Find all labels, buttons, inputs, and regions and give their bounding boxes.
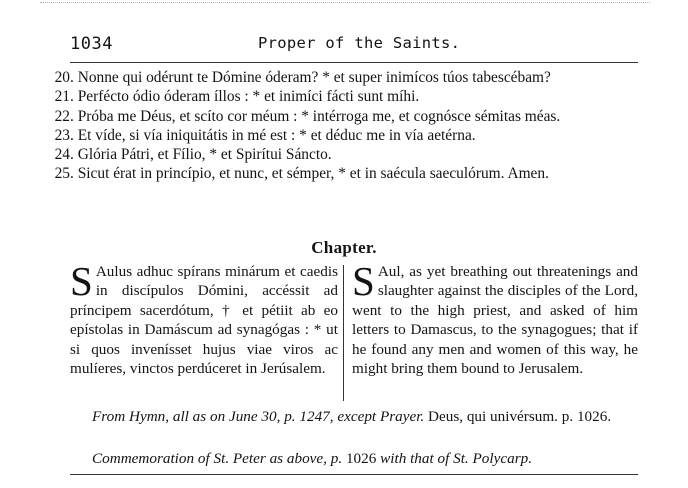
verse-number: 22.	[54, 107, 74, 125]
commemoration-lead: Commemoration of St. Peter as above, p.	[92, 450, 343, 467]
verse-text: Glória Pátri, et Fílio, * et Spirítui Sáncto.	[77, 146, 332, 164]
psalm-verse	[54, 68, 636, 87]
hymn-rubric-lead: From Hymn, all as on June 30, p. 1247, except Prayer.	[92, 408, 425, 425]
verse-number: 20.	[54, 69, 74, 86]
top-edge-dots	[40, 2, 650, 3]
verse-number: 25.	[54, 165, 74, 183]
psalm-verse	[54, 164, 636, 183]
english-dropcap: S	[352, 258, 375, 304]
running-title: Proper of the Saints.	[258, 34, 461, 52]
verse-number: 23.	[54, 126, 74, 144]
verse-text: Perfécto ódio óderam íllos : * et inimíci fácti sunt míhi.	[77, 88, 420, 106]
verse-number: 21.	[54, 88, 74, 106]
psalm-verse	[54, 107, 636, 126]
hymn-rubric-rest: Deus, qui univérsum. p. 1026.	[428, 408, 612, 425]
header-rule	[70, 62, 638, 63]
commemoration-rubric	[70, 449, 640, 468]
latin-text: Aulus adhuc spírans minárum et caedis in discípulos Dómini, accéssit ad príncipem sacerdótum, † et pétiit ab eo epístolas in Damáscum ad synagógas : * ut si quos invenísset hujus viae viros ac mulíeres, vinctos perdúceret in Jerúsalem.	[70, 263, 338, 378]
psalm-verse	[54, 87, 636, 106]
hymn-rubric	[70, 407, 640, 426]
page-header	[70, 34, 650, 60]
verse-text: Et víde, si vía iniquitátis in mé est : * et déduc me in vía aetérna.	[77, 126, 476, 144]
commemoration-tail: with that of St. Polycarp.	[380, 450, 532, 467]
chapter-heading: Chapter.	[311, 238, 377, 257]
psalm-verses	[54, 68, 636, 184]
commemoration-page: 1026	[345, 450, 377, 467]
psalm-verse	[54, 126, 636, 145]
verse-text: Próba me Déus, et scíto cor méum : * intérroga me, et cognósce sémitas méas.	[77, 107, 561, 125]
chapter-english-column	[352, 258, 638, 378]
english-paragraph	[352, 258, 638, 378]
latin-paragraph	[70, 258, 338, 378]
chapter-latin-column	[70, 258, 338, 378]
column-divider	[343, 265, 344, 401]
latin-dropcap: S	[70, 258, 93, 304]
english-text: Aul, as yet breathing out threatenings and slaughter against the disciples of the Lord, went to the high priest, and asked of him letters to Damascus, to the synagogues; that if he found any men and women of this way, he might bring them bound to Jerusalem.	[352, 263, 638, 378]
verse-text: Sicut érat in princípio, et nunc, et sémper, * et in saécula saeculórum. Amen.	[77, 165, 549, 183]
verse-number: 24.	[54, 146, 74, 164]
page-number: 1034	[70, 34, 113, 54]
psalm-verse	[54, 145, 636, 164]
verse-text: Nonne qui odérunt te Dómine óderam? * et super inimícos túos tabescébam?	[77, 69, 551, 86]
footer-rule	[70, 474, 638, 475]
